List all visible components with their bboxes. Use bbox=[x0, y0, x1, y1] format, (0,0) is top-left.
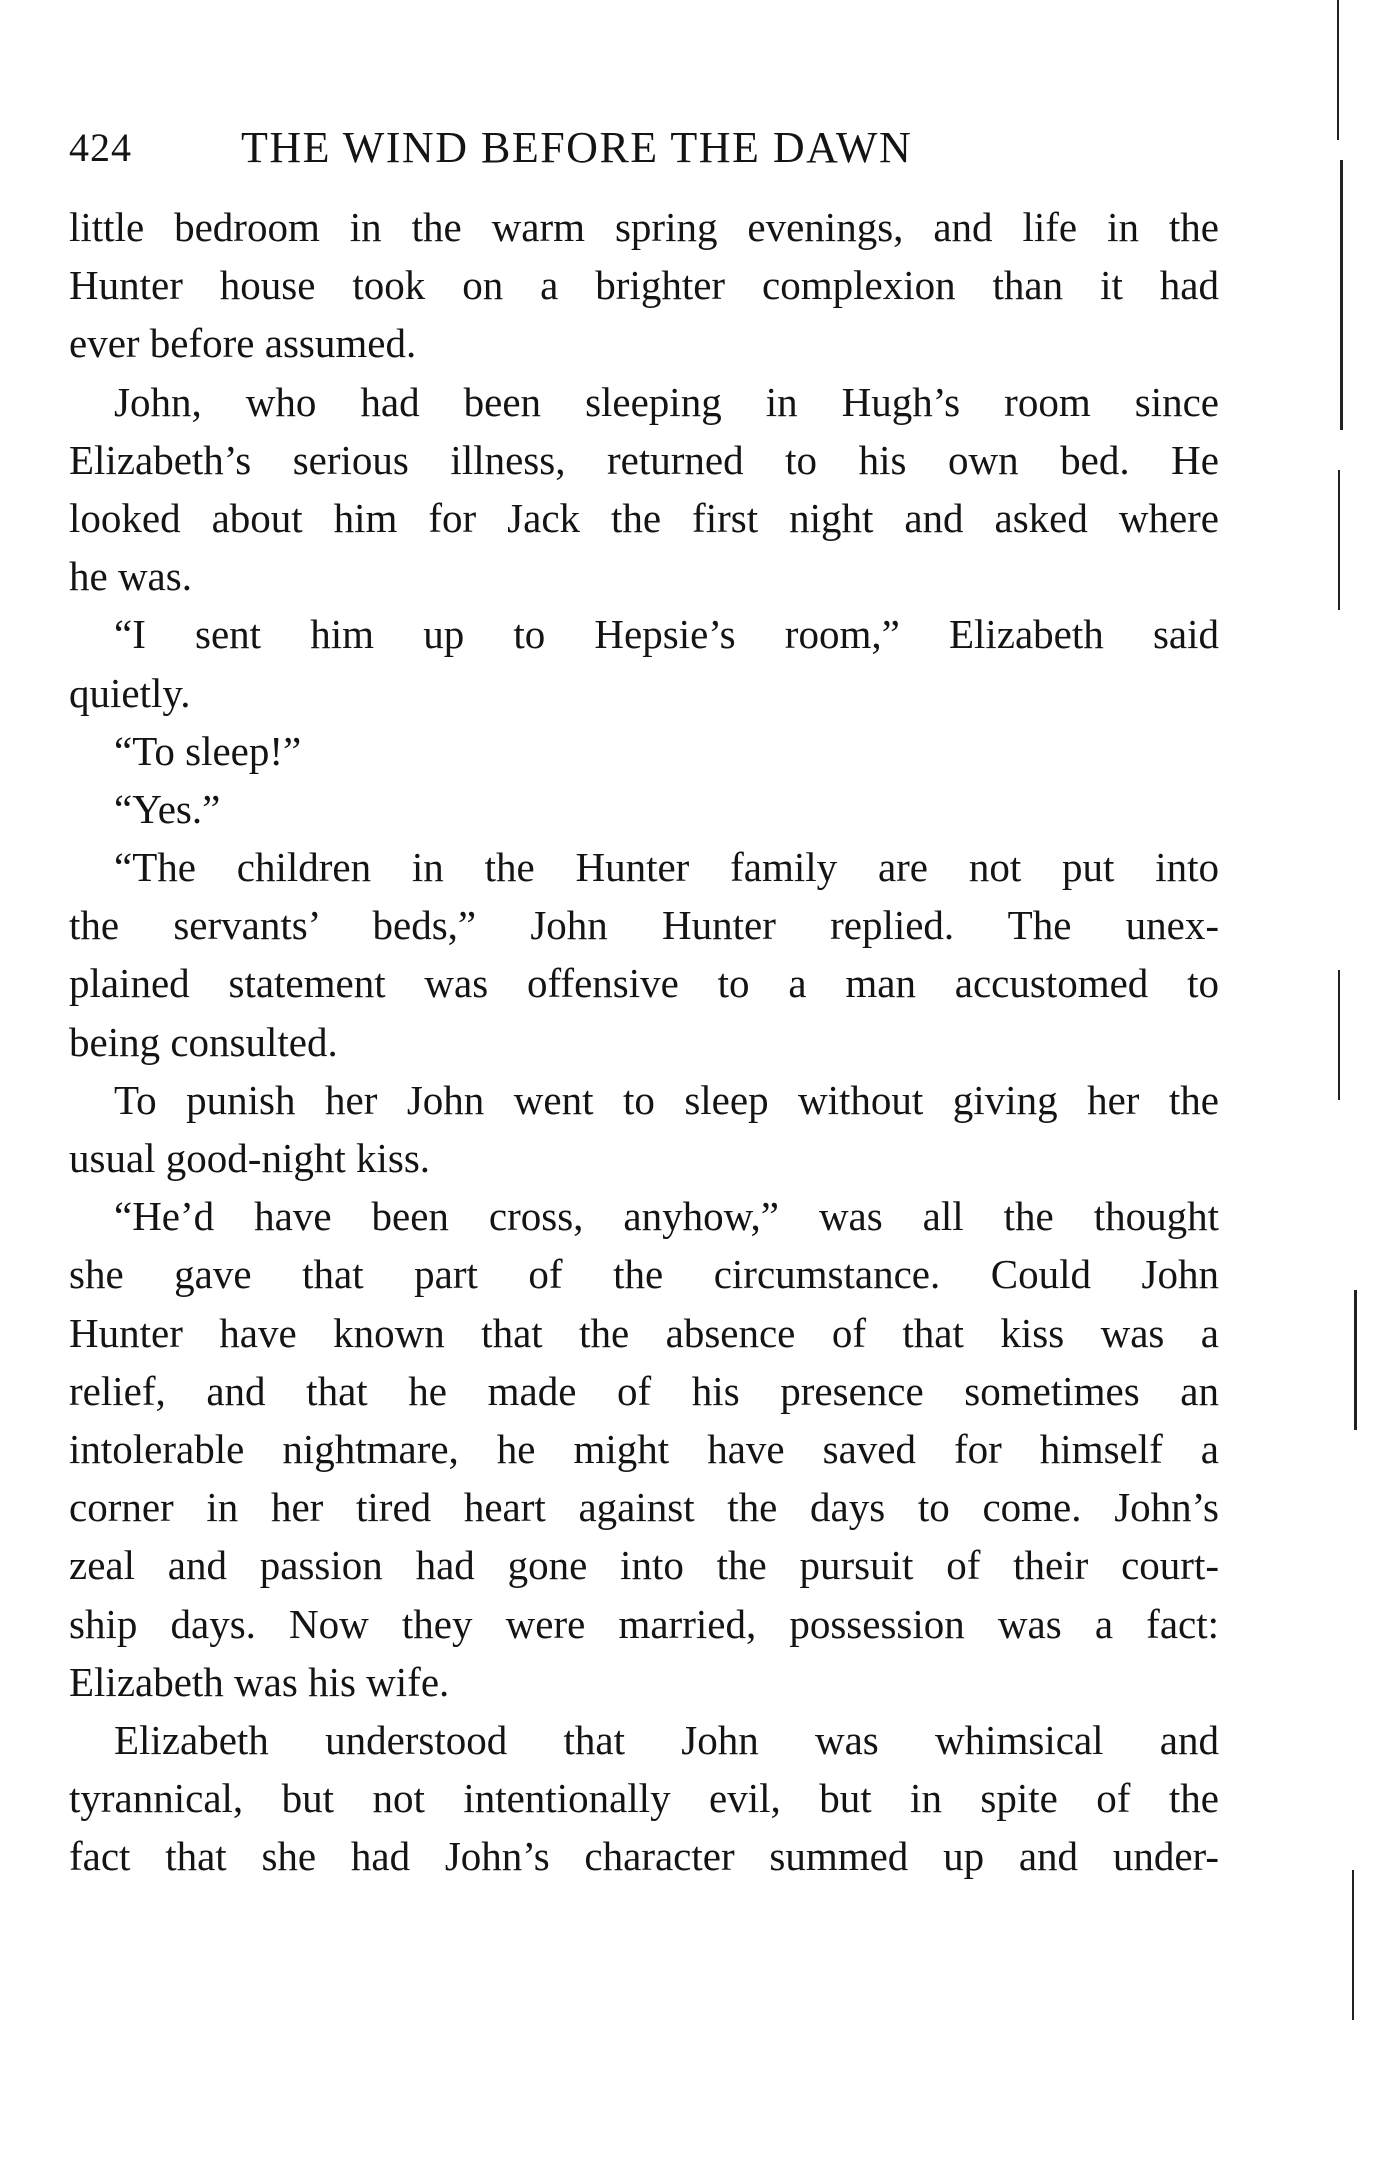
scan-edge-mark bbox=[1354, 1290, 1357, 1430]
text-line: “He’d have been cross, anyhow,” was all the thought bbox=[114, 1193, 1219, 1240]
text-line: being consulted. bbox=[69, 1018, 338, 1065]
text-line: “I sent him up to Hepsie’s room,” Elizabeth said bbox=[114, 611, 1219, 658]
text-line: relief, and that he made of his presence sometimes an bbox=[69, 1367, 1219, 1414]
text-line: the servants’ beds,” John Hunter replied. The unex- bbox=[69, 902, 1219, 949]
text-line: intolerable nightmare, he might have saved for himself a bbox=[69, 1425, 1219, 1472]
running-head bbox=[69, 118, 1219, 178]
text-line: Elizabeth understood that John was whimsical and bbox=[114, 1716, 1219, 1763]
text-line: Hunter have known that the absence of that kiss was a bbox=[69, 1309, 1219, 1356]
text-line: Elizabeth’s serious illness, returned to his own bed. He bbox=[69, 436, 1219, 483]
text-line: he was. bbox=[69, 553, 192, 600]
text-line: quietly. bbox=[69, 669, 191, 716]
text-line: she gave that part of the circumstance. Could John bbox=[69, 1251, 1219, 1298]
text-line: “To sleep!” bbox=[114, 727, 302, 774]
text-line: corner in her tired heart against the days to come. John’s bbox=[69, 1484, 1219, 1531]
scan-edge-mark bbox=[1338, 970, 1340, 1100]
text-line: John, who had been sleeping in Hugh’s room since bbox=[114, 378, 1219, 425]
text-line: Elizabeth was his wife. bbox=[69, 1658, 450, 1705]
text-line: “The children in the Hunter family are not put into bbox=[114, 844, 1219, 891]
text-line: tyrannical, but not intentionally evil, but in spite of the bbox=[69, 1775, 1219, 1822]
scan-edge-mark bbox=[1340, 160, 1343, 430]
body-text bbox=[69, 198, 1219, 1885]
running-title: THE WIND BEFORE THE DAWN bbox=[241, 123, 913, 172]
text-line: fact that she had John’s character summed up and under- bbox=[69, 1833, 1219, 1880]
page-number: 424 bbox=[69, 125, 132, 170]
text-line: usual good-night kiss. bbox=[69, 1135, 431, 1181]
text-line: “Yes.” bbox=[114, 785, 221, 832]
scan-edge-mark bbox=[1352, 1870, 1354, 2020]
text-line: ever before assumed. bbox=[69, 320, 417, 367]
text-line: zeal and passion had gone into the pursuit of their court- bbox=[69, 1542, 1219, 1589]
scan-edge-mark bbox=[1337, 0, 1339, 140]
text-line: ship days. Now they were married, possession was a fact: bbox=[69, 1600, 1219, 1647]
text-line: To punish her John went to sleep without giving her the bbox=[114, 1076, 1219, 1123]
text-line: little bedroom in the warm spring evenings, and life in the bbox=[69, 204, 1219, 250]
text-line: Hunter house took on a brighter complexion than it had bbox=[69, 262, 1219, 309]
text-line: plained statement was offensive to a man accustomed to bbox=[69, 960, 1219, 1007]
scan-edge-mark bbox=[1338, 470, 1340, 610]
text-line: looked about him for Jack the first night and asked where bbox=[69, 494, 1219, 541]
